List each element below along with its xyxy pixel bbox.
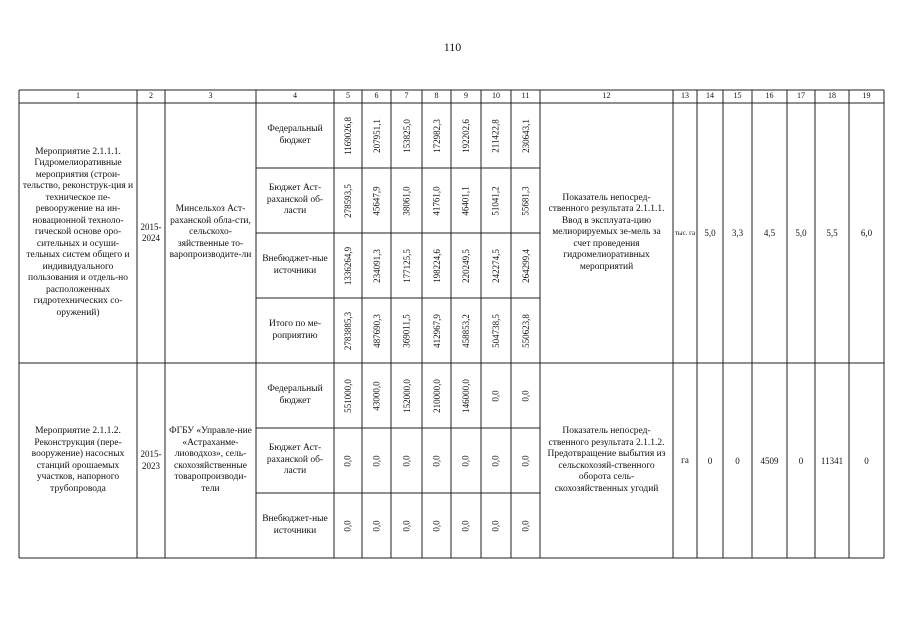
- target-value: 3,3: [731, 228, 744, 238]
- value-cell: 0,0: [491, 454, 501, 467]
- header-col-12: 12: [602, 91, 611, 100]
- value-cell: 0,0: [343, 454, 353, 467]
- header-col-18: 18: [828, 91, 836, 100]
- value-cell: 0,0: [461, 454, 471, 467]
- value-cell: 0,0: [461, 519, 471, 532]
- value-cell: 51041,2: [491, 185, 501, 216]
- source-extrabudgetary: Внебюджет-ные источники: [262, 254, 328, 276]
- target-value: 4509: [760, 455, 779, 466]
- header-col-11: 11: [521, 91, 530, 100]
- source-total: Итого по ме-роприятию: [268, 319, 322, 341]
- value-cell: 153825,0: [401, 118, 412, 153]
- source-regional-budget: Бюджет Аст-раханской об-ласти: [266, 443, 324, 477]
- value-cell: 242274,5: [491, 248, 501, 283]
- source-federal-budget: Федеральный бюджет: [267, 384, 323, 406]
- header-col-17: 17: [797, 91, 805, 100]
- header-col-6: 6: [374, 91, 379, 100]
- header-col-3: 3: [208, 91, 213, 100]
- value-cell: 192202,6: [461, 118, 471, 153]
- value-cell: 0,0: [371, 519, 382, 532]
- header-col-9: 9: [464, 91, 468, 100]
- value-cell: 198224,6: [431, 248, 442, 283]
- value-cell: 0,0: [343, 519, 353, 532]
- value-cell: 172982,3: [431, 118, 442, 153]
- measure-name: Мероприятие 2.1.1.1. Гидромелиоративные мероприятия (строи-тельство, реконструк-ция и техническое пе-ревооружение на ин-новационной техноло-гической основе оро-сительных и осуши-тельных систем общего и индивидуального пользования и отдель-но расположенных гидротехнических со-оружений): [22, 146, 134, 318]
- value-cell: 146000,0: [461, 378, 471, 413]
- target-value: 0: [798, 455, 804, 466]
- indicator: Показатель непосред-ственного результата 2.1.1.2. Предотвращение выбытия из сельскохозяй-ственного оборота сель-скохозяйственных угодий: [547, 426, 666, 494]
- target-value: 5,0: [795, 228, 807, 238]
- target-value: 0: [864, 455, 869, 466]
- header-col-8: 8: [434, 91, 439, 100]
- value-cell: 230643,1: [520, 118, 531, 153]
- target-value: 4,5: [763, 228, 776, 238]
- measure-name: Мероприятие 2.1.1.2. Реконструкция (пере-вооружение) насосных станций орошаемых участков, напорного трубопровода: [31, 426, 125, 494]
- target-value: 5,5: [826, 228, 838, 238]
- target-value: 5,0: [704, 228, 716, 238]
- header-col-14: 14: [706, 91, 714, 100]
- target-value: 6,0: [860, 228, 873, 238]
- source-federal-budget: Федеральный бюджет: [267, 124, 323, 146]
- value-cell: 0,0: [491, 389, 501, 402]
- value-cell: 0,0: [520, 389, 531, 402]
- header-col-1: 1: [76, 91, 80, 100]
- value-cell: 43000,0: [371, 380, 382, 411]
- header-col-19: 19: [862, 91, 871, 100]
- value-cell: 264299,4: [520, 248, 531, 283]
- value-cell: 220249,5: [461, 248, 471, 283]
- value-cell: 550623,8: [520, 313, 531, 348]
- source-regional-budget: Бюджет Аст-раханской об-ласти: [266, 183, 324, 217]
- value-cell: 0,0: [431, 454, 442, 467]
- value-cell: 211422,8: [491, 118, 502, 153]
- years: 2015-2023: [140, 449, 162, 471]
- header-col-10: 10: [492, 91, 500, 100]
- value-cell: 0,0: [491, 519, 501, 532]
- value-cell: 46401,1: [461, 185, 471, 216]
- value-cell: 0,0: [401, 519, 412, 532]
- value-cell: 2783885,3: [343, 311, 353, 350]
- value-cell: 0,0: [520, 519, 531, 532]
- target-value: 11341: [820, 455, 844, 466]
- value-cell: 551000,0: [343, 378, 353, 413]
- value-cell: 369011,5: [401, 313, 412, 348]
- value-cell: 278593,5: [343, 183, 353, 218]
- page-number: 110: [443, 40, 462, 54]
- source-extrabudgetary: Внебюджет-ные источники: [262, 514, 328, 536]
- header-col-7: 7: [404, 91, 409, 100]
- unit: га: [681, 454, 689, 465]
- value-cell: 504738,5: [491, 313, 501, 348]
- value-cell: 41761,0: [431, 185, 442, 216]
- value-cell: 234091,3: [371, 248, 382, 283]
- target-value: 0: [735, 455, 740, 466]
- header-col-15: 15: [733, 91, 742, 100]
- value-cell: 152000,0: [401, 378, 412, 413]
- target-value: 0: [707, 455, 713, 466]
- value-cell: 1169026,8: [343, 116, 354, 155]
- value-cell: 487690,3: [371, 313, 382, 348]
- value-cell: 458853,2: [461, 313, 471, 348]
- value-cell: 0,0: [520, 454, 531, 467]
- value-cell: 412967,9: [431, 313, 442, 348]
- value-cell: 177125,5: [401, 248, 412, 283]
- value-cell: 0,0: [431, 519, 442, 532]
- header-col-16: 16: [765, 91, 774, 100]
- value-cell: 0,0: [401, 454, 412, 467]
- header-col-5: 5: [346, 91, 350, 100]
- value-cell: 45647,9: [371, 185, 382, 216]
- indicator: Показатель непосред-ственного результата 2.1.1.1. Ввод в эксплуата-цию мелиорируемых зе-мель за счет проведения гидромелиоративных мероприятий: [548, 192, 665, 272]
- value-cell: 38061,0: [401, 185, 412, 216]
- executor: ФГБУ «Управле-ние «Астраханме-лиоводхоз», сель-скохозяйственные товаропроизводи-тели: [169, 426, 252, 494]
- executor: Минсельхоз Аст-раханской обла-сти, сельскохо-зяйственные то-варопроизводите-ли: [169, 204, 252, 261]
- years: 2015-2024: [140, 221, 162, 243]
- value-cell: 0,0: [371, 454, 382, 467]
- header-col-4: 4: [293, 91, 297, 100]
- header-col-13: 13: [681, 91, 689, 100]
- value-cell: 55681,3: [520, 185, 531, 216]
- unit: тыс. га: [674, 229, 696, 237]
- value-cell: 210000,0: [431, 378, 442, 413]
- value-cell: 1336264,9: [343, 246, 353, 285]
- header-col-2: 2: [149, 91, 153, 100]
- value-cell: 207951,1: [371, 118, 382, 153]
